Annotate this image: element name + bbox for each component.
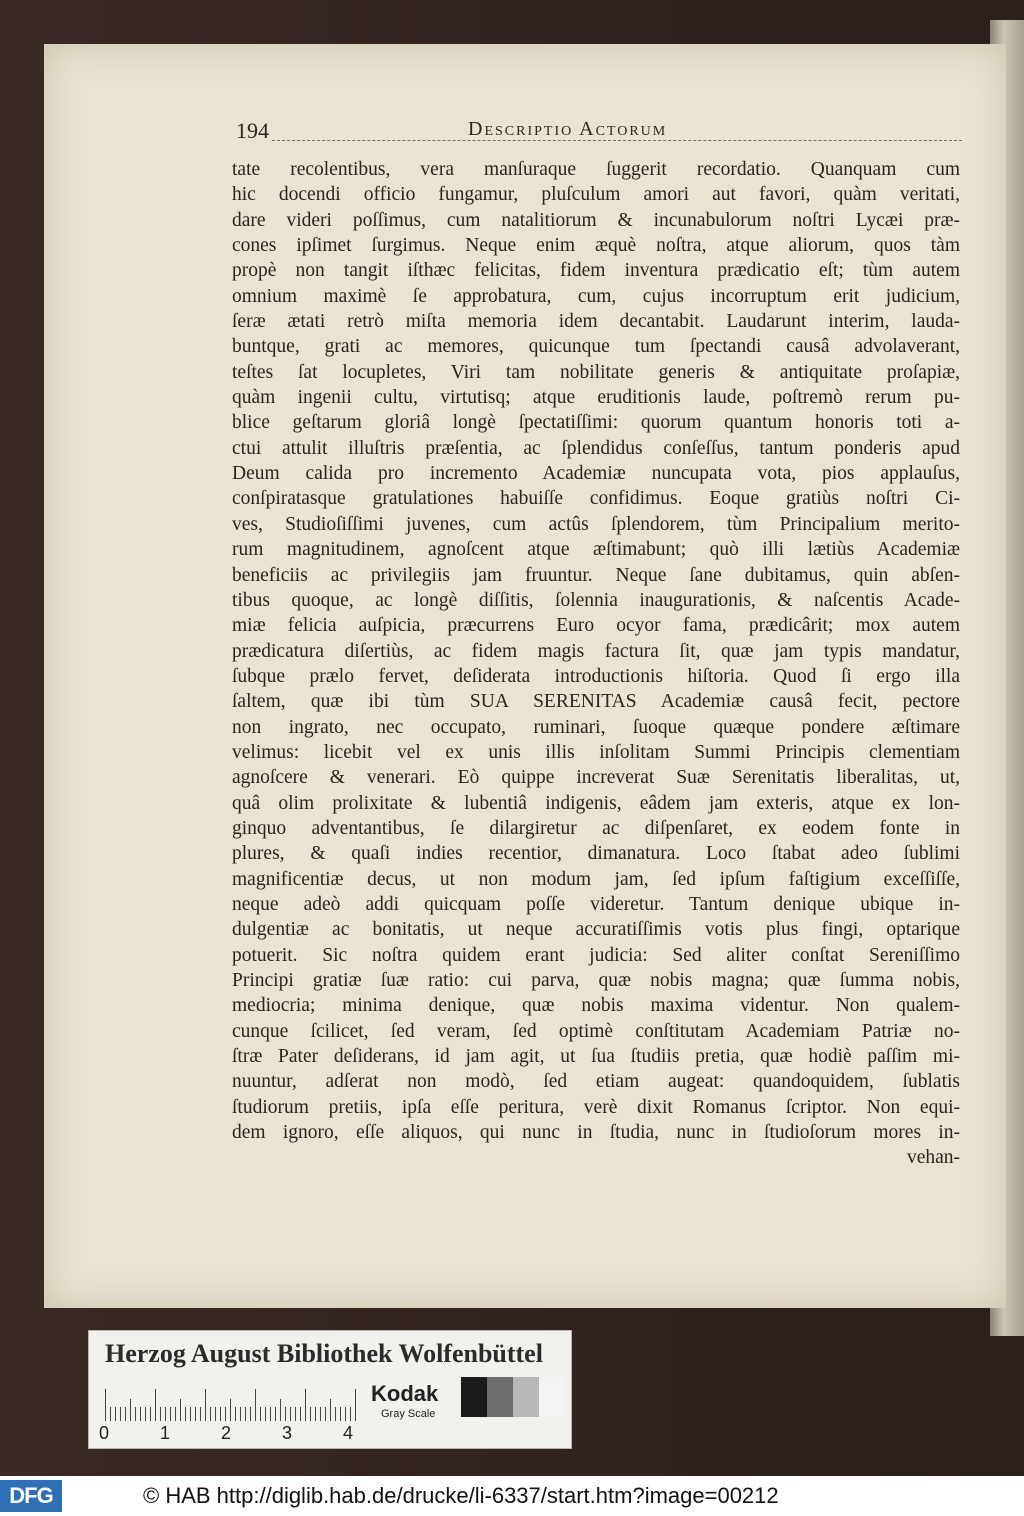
ruler-tick bbox=[240, 1407, 241, 1421]
ruler-tick bbox=[175, 1407, 176, 1421]
ruler-tick bbox=[290, 1407, 291, 1421]
copyright-url: © HAB http://diglib.hab.de/drucke/li-6337/start.htm?image=00212 bbox=[143, 1483, 779, 1508]
ruler-tick bbox=[105, 1389, 106, 1421]
ruler-tick bbox=[320, 1407, 321, 1421]
ruler-labels bbox=[99, 1423, 359, 1443]
text-line: conſpiratasque gratulationes habuiſſe confidimus. Eoque gratiùs noſtri Ci- bbox=[232, 488, 960, 510]
text-line: ſeræ ætati retrò miſta memoria idem decantabit. Laudarunt interim, lauda- bbox=[232, 311, 960, 333]
dfg-logo: DFG bbox=[0, 1480, 62, 1512]
text-line: teſtes ſat locupletes, Viri tam nobilitate generis & antiquitate proſapiæ, bbox=[232, 361, 960, 383]
ruler-tick bbox=[235, 1407, 236, 1421]
ruler-tick bbox=[265, 1407, 266, 1421]
text-line: dulgentiæ ac bonitatis, ut neque accuratiſſimis votis plus fingi, optarique bbox=[232, 919, 960, 941]
ruler-tick bbox=[355, 1389, 356, 1421]
ruler-tick bbox=[125, 1407, 126, 1421]
text-line: dem ignoro, eſſe aliquos, qui nunc in ſtudia, nunc in ſtudioſorum mores in- bbox=[232, 1122, 960, 1144]
ruler-tick bbox=[325, 1407, 326, 1421]
text-line: potuerit. Sic noſtra quidem erant judicia: Sed aliter conſtat Sereniſſimo bbox=[232, 944, 960, 966]
ruler-tick bbox=[130, 1399, 131, 1421]
text-line: buntque, grati ac memores, quicunque tum ſpectandi causâ advolaverant, bbox=[232, 336, 960, 358]
ruler-number: 2 bbox=[221, 1423, 232, 1443]
ruler-tick bbox=[155, 1389, 156, 1421]
ruler-tick bbox=[270, 1407, 271, 1421]
text-line: beneficiis ac privilegiis jam fruuntur. Neque ſane dubitamus, quin abſen- bbox=[232, 564, 960, 586]
text-line: quàm ingenii cultu, virtutisq; atque eruditionis laude, poſtremò rerum pu- bbox=[232, 387, 960, 409]
text-line: ſtræ Pater deſiderans, id jam agit, ut ſua ſtudiis pretia, quæ hodiè paſſim mi- bbox=[232, 1046, 960, 1068]
text-line: tibus quoque, ac longè diſſitis, ſolennia inaugurationis, & naſcentis Acade- bbox=[232, 589, 960, 611]
ruler-tick bbox=[305, 1389, 306, 1421]
ruler-tick bbox=[260, 1407, 261, 1421]
ruler-tick bbox=[255, 1389, 256, 1421]
ruler-tick bbox=[140, 1407, 141, 1421]
ruler-tick bbox=[165, 1407, 166, 1421]
ruler-tick bbox=[185, 1407, 186, 1421]
ruler-tick bbox=[225, 1407, 226, 1421]
ruler-tick bbox=[150, 1407, 151, 1421]
ruler-tick bbox=[215, 1407, 216, 1421]
kodak-gray-scale-label: Gray Scale bbox=[381, 1408, 436, 1420]
ruler-tick bbox=[340, 1407, 341, 1421]
text-line: neque adeò addi quicquam poſſe videretur. Tantum denique ubique in- bbox=[232, 893, 960, 915]
text-line: Deum calida pro incremento Academiæ nuncupata vota, pios applauſus, bbox=[232, 463, 960, 485]
text-line: propè non tangit iſthæc felicitas, fidem inventura prædicatio eſt; tùm autem bbox=[232, 260, 960, 282]
gray-swatch bbox=[513, 1377, 539, 1417]
ruler-tick bbox=[195, 1407, 196, 1421]
text-line: ctui attulit illuſtris præſentia, ac ſplendidus conſeſſus, tantum ponderis apud bbox=[232, 437, 960, 459]
ruler-tick bbox=[250, 1407, 251, 1421]
gray-swatch bbox=[539, 1377, 565, 1417]
text-line: ſubque prælo fervet, deſiderata introductionis hiſtoria. Quod ſi ergo illa bbox=[232, 665, 960, 687]
text-line: ves, Studioſiſſimi juvenes, cum actûs ſplendorem, tùm Principalium merito- bbox=[232, 513, 960, 535]
ruler-tick bbox=[310, 1407, 311, 1421]
library-name: Herzog August Bibliothek Wolfenbüttel bbox=[105, 1339, 543, 1368]
kodak-logo: Kodak bbox=[371, 1381, 439, 1406]
page-number: 194 bbox=[236, 118, 269, 143]
text-line: nuuntur, adſerat non modò, ſed etiam augeat: quandoquidem, ſublatis bbox=[232, 1071, 960, 1093]
text-line: hic docendi officio fungamur, pluſculum amori aut favori, quàm veritati, bbox=[232, 184, 960, 206]
text-line: ſtudiorum pretiis, ipſa eſſe peritura, verè dixit Romanus ſcriptor. Non equi- bbox=[232, 1096, 960, 1118]
ruler-number: 0 bbox=[99, 1423, 110, 1443]
text-line: velimus: licebit vel ex unis illis inſolitam Summi Principis clementiam bbox=[232, 741, 960, 763]
ruler-tick bbox=[300, 1407, 301, 1421]
body-text bbox=[232, 157, 960, 1171]
ruler-number: 4 bbox=[343, 1423, 354, 1443]
text-line: non ingrato, nec occupato, ruminari, ſuoque quæque pondere æſtimare bbox=[232, 716, 960, 738]
text-line: agnoſcere & venerari. Eò quippe increverat Suæ Serenitatis liberalitas, ut, bbox=[232, 767, 960, 789]
text-line: ginquo adventantibus, ſe dilargiretur ac diſpenſaret, ex eodem fonte in bbox=[232, 817, 960, 839]
running-head bbox=[236, 118, 958, 148]
ruler-tick bbox=[120, 1407, 121, 1421]
text-line: tate recolentibus, vera manſuraque ſuggerit recordatio. Quanquam cum bbox=[232, 159, 960, 180]
ruler-tick bbox=[145, 1407, 146, 1421]
text-line: cones ipſimet ſurgimus. Neque enim æquè noſtra, atque aliorum, quos tàm bbox=[232, 235, 960, 257]
text-line: miæ felicia auſpicia, præcurrens Euro ocyor fama, prædicârit; mox autem bbox=[232, 615, 960, 637]
ruler-number: 3 bbox=[282, 1423, 293, 1443]
ruler-tick bbox=[200, 1407, 201, 1421]
ruler-tick bbox=[275, 1407, 276, 1421]
ruler-tick bbox=[345, 1407, 346, 1421]
ruler-tick bbox=[180, 1399, 181, 1421]
text-line: dare videri poſſimus, cum natalitiorum & incunabulorum noſtri Lycæi præ- bbox=[232, 209, 960, 231]
ruler-number: 1 bbox=[160, 1423, 171, 1443]
running-title: Descriptio Actorum bbox=[468, 118, 668, 140]
ruler-tick bbox=[315, 1407, 316, 1421]
text-line: prædicatura diſertiùs, ac fidem magis factura ſit, quæ jam typis mandatur, bbox=[232, 640, 960, 662]
text-line: omnium maximè ſe approbatura, cum, cujus incorruptum erit judicium, bbox=[232, 285, 960, 307]
text-line: plures, & quaſi indies recentior, dimanatura. Loco ſtabat adeo ſublimi bbox=[232, 843, 960, 865]
ruler-tick bbox=[190, 1407, 191, 1421]
catchword: vehan- bbox=[906, 1147, 960, 1169]
ruler-tick bbox=[115, 1407, 116, 1421]
gray-swatch bbox=[461, 1377, 487, 1417]
ruler-tick bbox=[135, 1407, 136, 1421]
text-line: ſaltem, quæ ibi tùm SUA SERENITAS Academiæ causâ fecit, pectore bbox=[232, 691, 960, 713]
ruler-tick bbox=[350, 1407, 351, 1421]
text-line: quâ olim prolixitate & lubentiâ indigenis, eâdem jam exteris, atque ex lon- bbox=[232, 792, 960, 814]
ruler-tick bbox=[205, 1389, 206, 1421]
ruler-tick bbox=[210, 1407, 211, 1421]
ruler-tick bbox=[245, 1407, 246, 1421]
ruler-tick bbox=[295, 1407, 296, 1421]
text-line: blice geſtarum gloriâ longè ſpectatiſſimi: quorum quantum honoris toti a- bbox=[232, 412, 960, 434]
scale-ruler bbox=[105, 1389, 363, 1421]
ruler-tick bbox=[160, 1407, 161, 1421]
ruler-tick bbox=[285, 1407, 286, 1421]
ruler-tick bbox=[220, 1407, 221, 1421]
text-line: magnificentiæ decus, ut non modum jam, ſed ipſum faſtigium exceſſiſſe, bbox=[232, 868, 960, 890]
ruler-tick bbox=[170, 1407, 171, 1421]
library-label-card bbox=[88, 1330, 572, 1449]
text-line: cunque ſcilicet, ſed veram, ſed optimè conſtitutam Academiam Patriæ no- bbox=[232, 1020, 960, 1042]
ruler-tick bbox=[330, 1399, 331, 1421]
text-line: mediocria; minima denique, quæ nobis maxima videntur. Non qualem- bbox=[232, 995, 960, 1017]
gray-swatch bbox=[487, 1377, 513, 1417]
ruler-tick bbox=[335, 1407, 336, 1421]
footer-bar bbox=[0, 1476, 1024, 1516]
ruler-tick bbox=[280, 1399, 281, 1421]
ruler-tick bbox=[230, 1399, 231, 1421]
text-line: rum magnitudinem, agnoſcent atque æſtimabunt; quò illi lætiùs Academiæ bbox=[232, 539, 960, 561]
text-line: Principi gratiæ ſuæ ratio: cui parva, quæ nobis magna; quæ ſumma nobis, bbox=[232, 970, 960, 991]
ruler-tick bbox=[110, 1407, 111, 1421]
